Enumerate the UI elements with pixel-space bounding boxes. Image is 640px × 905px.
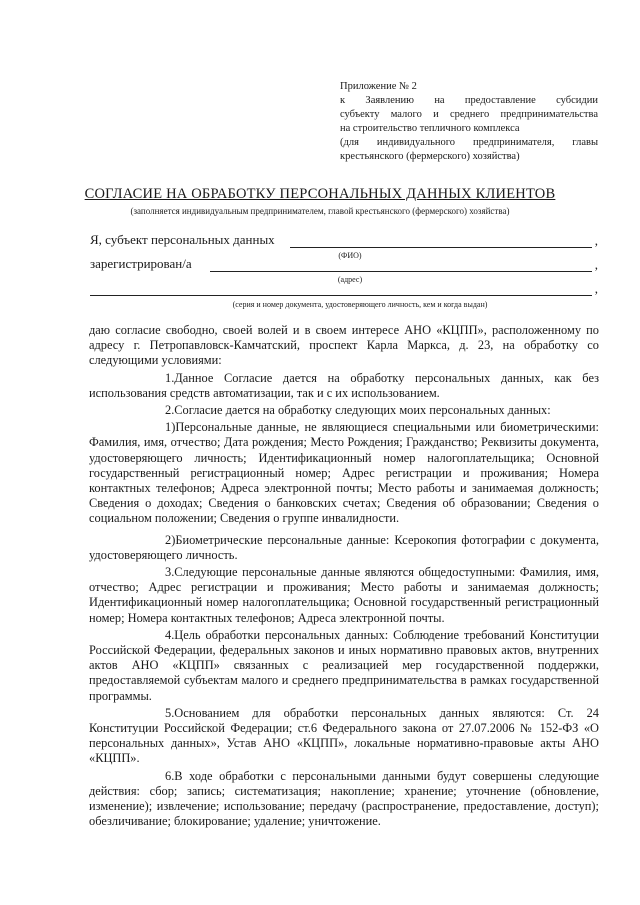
appendix-number: Приложение № 2 xyxy=(340,81,417,92)
clause-text: Данное Согласие дается на обработку персональных данных, как без использования средств автоматизации, так и с их использованием. xyxy=(89,370,599,400)
clause-2-1 xyxy=(89,420,599,526)
appendix-line: к Заявлению на предоставление субсидии xyxy=(340,95,598,106)
appendix-line: (для индивидуального предпринимателя, главы xyxy=(340,137,598,148)
document-input-line[interactable] xyxy=(90,295,592,296)
clause-2-2 xyxy=(89,533,599,563)
clause-number: 4. xyxy=(165,627,175,642)
appendix-header xyxy=(340,80,598,164)
comma: , xyxy=(594,281,598,296)
clause-5 xyxy=(89,706,599,767)
appendix-line: крестьянского (фермерского) хозяйства) xyxy=(340,151,520,162)
clause-number: 1. xyxy=(165,370,175,385)
appendix-line: субъекту малого и среднего предпринимательства xyxy=(340,109,598,120)
clause-2 xyxy=(89,403,599,418)
address-hint: (адрес) xyxy=(337,275,363,284)
registered-label: зарегистрирован/а xyxy=(90,256,192,271)
clause-number: 2) xyxy=(165,532,176,547)
subject-name-row xyxy=(90,234,598,250)
clause-text: Цель обработки персональных данных: Соблюдение требований Конституции Российской Федерации, федеральных законов и иных нормативно правовых актов, внутренних актов АНО «КЦПП» связанных с реализацией мер государственной поддержки, предоставляемой субъектам малого и среднего предпринимательства в рамках государственной программы. xyxy=(89,627,599,703)
clause-text: Согласие дается на обработку следующих моих персональных данных: xyxy=(174,403,551,418)
clause-number: 6. xyxy=(165,768,175,783)
document-row xyxy=(90,282,598,298)
clause-text: Биометрические персональные данные: Ксерокопия фотографии с документа, удостоверяющего личность. xyxy=(89,532,599,562)
document-hint: (серия и номер документа, удостоверяющего личность, кем и когда выдан) xyxy=(232,300,488,309)
clause-number: 1) xyxy=(165,420,176,435)
appendix-line: на строительство тепличного комплекса xyxy=(340,123,520,134)
document-title: СОГЛАСИЕ НА ОБРАБОТКУ ПЕРСОНАЛЬНЫХ ДАННЫХ КЛИЕНТОВ xyxy=(84,186,556,202)
clause-text: Персональные данные, не являющиеся специальными или биометрическими: Фамилия, имя, отчество; Дата рождения; Место Рождения; Гражданство; Реквизиты документа, удостоверяющего личность; Идентификационный номер налогоплательщика; Основной государственный регистрационный номер; Адрес регистрации и проживания; Номера контактных телефонов; Адреса электронной почты; Место работы и занимаемая должность; Сведения о доходах; Сведения о банковских счетах; Сведения об образовании; Сведения о социальном положении; Сведения о группе инвалидности. xyxy=(89,420,599,526)
intro-paragraph: даю согласие свободно, своей волей и в своем интересе АНО «КЦПП», расположенному по адресу г. Петропавловск-Камчатский, проспект Карла Маркса, д. 23, на обработку со следующими условиями: xyxy=(89,323,599,368)
document-subtitle: (заполняется индивидуальным предпринимателем, главой крестьянского (фермерского) хозяйства) xyxy=(130,206,510,216)
fio-hint: (ФИО) xyxy=(338,251,362,260)
registered-row xyxy=(90,258,598,274)
clause-text: В ходе обработки с персональными данными будут совершены следующие действия: сбор; запись; систематизация; накопление; хранение; уточнение (обновление, изменение); извлечение; использование; передачу (распространение, предоставление, доступ); обезличивание; блокирование; удаление; уничтожение. xyxy=(89,768,599,829)
clause-6 xyxy=(89,769,599,830)
address-input-line[interactable] xyxy=(210,271,592,272)
clause-number: 5. xyxy=(165,705,175,720)
clause-1 xyxy=(89,371,599,401)
clause-text: Основанием для обработки персональных данных являются: Ст. 24 Конституции Российской Федерации; ст.6 Федерального закона от 27.07.2006 № 152-ФЗ «О персональных данных», Устав АНО «КЦПП», локальные нормативно-правовые акты АНО «КЦПП». xyxy=(89,705,599,766)
subject-label: Я, субъект персональных данных xyxy=(90,232,275,247)
clause-number: 2. xyxy=(165,403,175,418)
clause-3 xyxy=(89,565,599,626)
comma: , xyxy=(594,257,598,272)
comma: , xyxy=(594,233,598,248)
clause-4 xyxy=(89,628,599,704)
consent-body xyxy=(89,323,599,832)
clause-number: 3. xyxy=(165,565,175,580)
clause-text: Следующие персональные данные являются общедоступными: Фамилия, имя, отчество; Адрес регистрации и проживания; Место работы и занимаемая должность; Идентификационный номер налогоплательщика; Основной государственный регистрационный номер; Номера контактных телефонов; Адреса электронной почты. xyxy=(89,565,599,625)
fio-input-line[interactable] xyxy=(290,247,592,248)
